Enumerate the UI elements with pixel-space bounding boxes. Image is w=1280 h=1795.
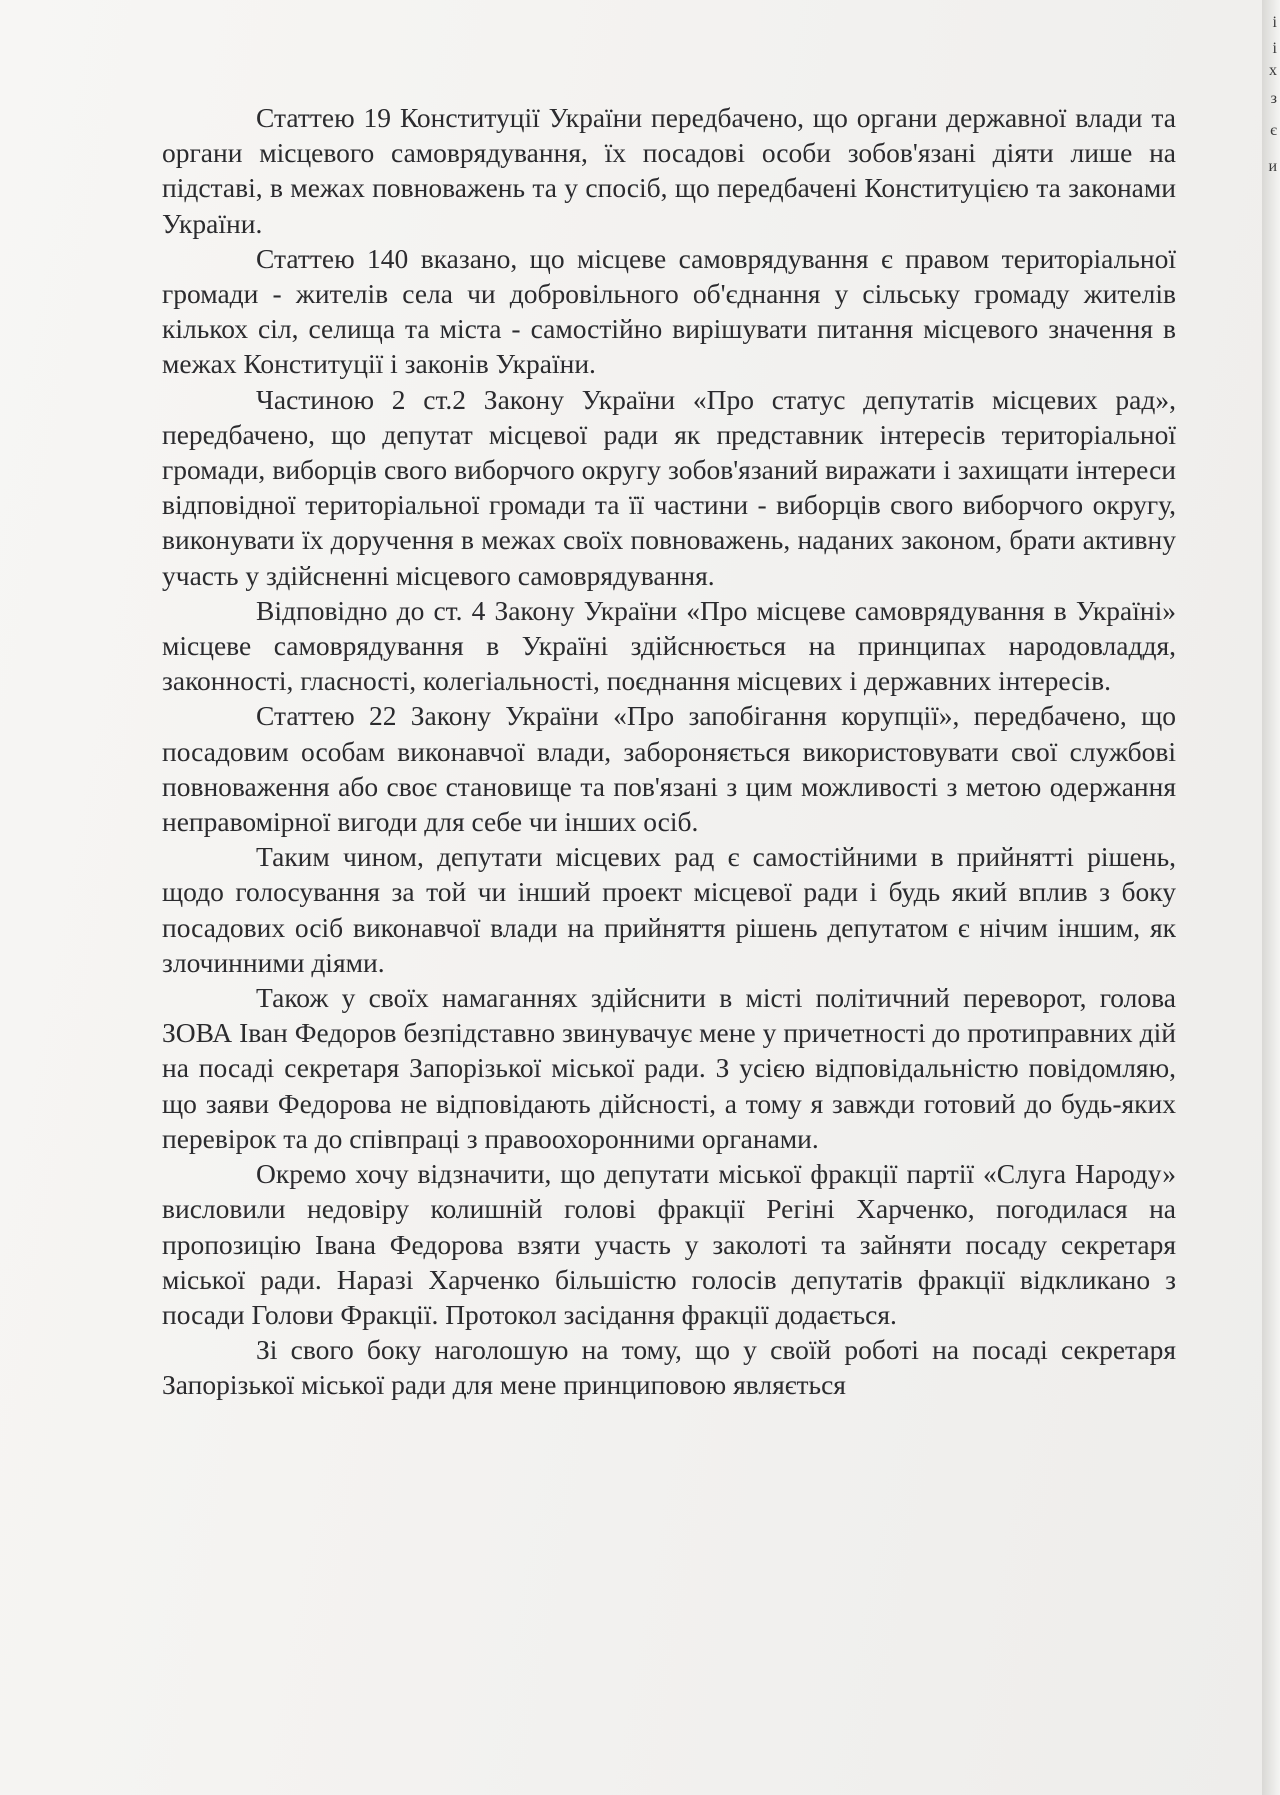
- edge-mark: з: [1270, 90, 1277, 107]
- edge-mark: і: [1272, 14, 1277, 31]
- edge-mark: и: [1268, 158, 1277, 175]
- paragraph-deputies-status-law: Частиною 2 ст.2 Закону України «Про статус депутатів місцевих рад», передбачено, що депутат місцевої ради як представник інтересів територіальної громади, виборців свого виборчого округу зобов'язаний виражати і захищати інтереси відповідної територіальної громади та її частини - виборців свого виборчого округу, виконувати їх доручення в межах своїх повноважень, наданих законом, брати активну участь у здійсненні місцевого самоврядування.: [162, 383, 1176, 591]
- edge-mark: і: [1272, 40, 1277, 57]
- paragraph-closing: Зі свого боку наголошую на тому, що у своїй роботі на посаді секретаря Запорізької міської ради для мене принциповою являється: [162, 1334, 1176, 1401]
- paragraph-faction-distrust: Окремо хочу відзначити, що депутати міської фракції партії «Слуга Народу» висловили недовіру колишній голові фракції Регіні Харченко, погодилася на пропозицію Івана Федорова взяти участь у заколоті та зайняти посаду секретаря міської ради. Наразі Харченко більшістю голосів депутатів фракції відкликано з посади Голови Фракції. Протокол засідання фракції додається.: [162, 1158, 1176, 1330]
- paragraph-local-self-government-law: Відповідно до ст. 4 Закону України «Про місцеве самоврядування в Україні» місцеве самоврядування в Україні здійснюється на принципах народовладдя, законності, гласності, колегіальності, поєднання місцевих і державних інтересів.: [162, 594, 1176, 697]
- document-body: [162, 100, 1176, 1403]
- edge-mark: х: [1269, 62, 1277, 79]
- paragraph-corruption-prevention-law: Статтею 22 Закону України «Про запобігання корупції», передбачено, що посадовим особам виконавчої влади, забороняється використовувати свої службові повноваження або своє становище та пов'язані з цим можливості з метою одержання неправомірної вигоди для себе чи інших осіб.: [162, 700, 1176, 838]
- paragraph-constitution-article-19: Статтею 19 Конституції України передбачено, що органи державної влади та органи місцевого самоврядування, їх посадові особи зобов'язані діяти лише на підставі, в межах повноважень та у спосіб, що передбачені Конституцією та законами України.: [162, 102, 1176, 239]
- paragraph-fedorov-accusations: Також у своїх намаганнях здійснити в місті політичний переворот, голова ЗОВА Іван Федоров безпідставно звинувачує мене у причетності до протиправних дій на посаді секретаря Запорізької міської ради. З усією відповідальністю повідомляю, що заяви Федорова не відповідають дійсності, а тому я завжди готовий до будь-яких перевірок та до співпраці з правоохоронними органами.: [162, 982, 1176, 1154]
- adjacent-page-edge: [1262, 0, 1280, 1795]
- paragraph-article-140: Статтею 140 вказано, що місцеве самоврядування є правом територіальної громади - жителів села чи добровільного об'єднання у сільську громаду жителів кількох сіл, селища та міста - самостійно вирішувати питання місцевого значення в межах Конституції і законів України.: [162, 242, 1176, 380]
- edge-mark: є: [1270, 122, 1277, 139]
- paragraph-conclusion: Таким чином, депутати місцевих рад є самостійними в прийнятті рішень, щодо голосування за той чи інший проект місцевої ради і будь який вплив з боку посадових осіб виконавчої влади на прийняття рішень депутатом є нічим іншим, як злочинними діями.: [162, 841, 1176, 978]
